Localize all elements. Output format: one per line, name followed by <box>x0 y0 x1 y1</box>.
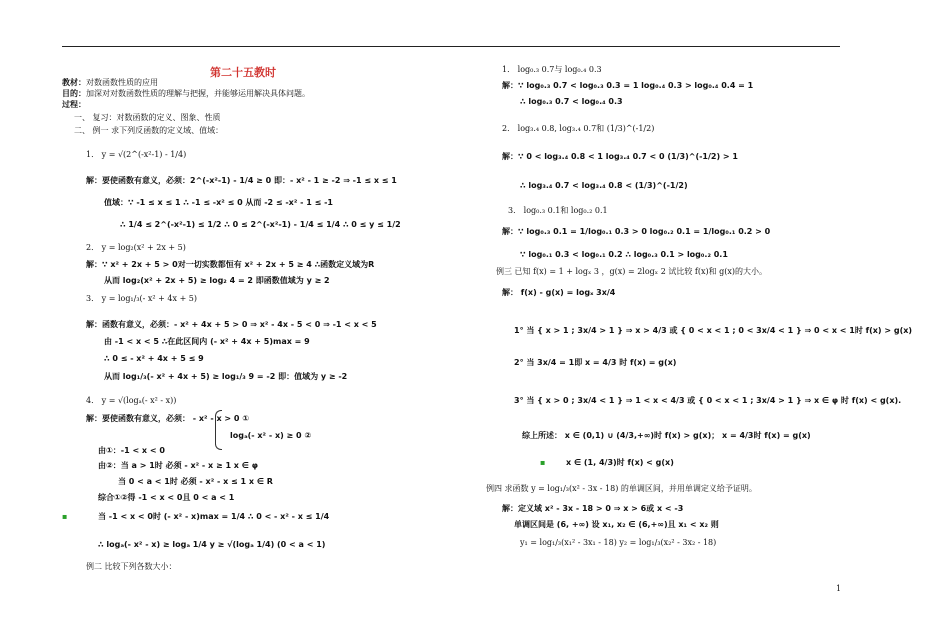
green-marker-dot: ▪ <box>62 512 68 521</box>
meta-line-material: 教材：对数函数性质的应用 <box>62 78 158 87</box>
header-rule <box>62 46 840 47</box>
meta-line-goal: 目的：加深对对数函数性质的理解与把握，并能够运用解决具体问题。 <box>62 89 310 98</box>
example4-solution-line-b: logₐ(- x² - x) ≥ 0 ② <box>230 431 312 440</box>
step-example-one: 二、 例一 求下列反函数的定义域、值域： <box>74 126 224 135</box>
example4-domain: 解：定义域 x² - 3x - 18 > 0 ⇒ x > 6或 x < -3 <box>502 504 684 513</box>
example4-solution-line-f: 综合①②得 -1 < x < 0且 0 < a < 1 <box>98 493 235 502</box>
example2-expression: 2． y = log₂(x² + 2x + 5) <box>86 243 186 252</box>
case-one: 1° 当 { x > 1 ; 3x/4 > 1 } ⇒ x > 4/3 或 { 0 < x < 1 ; 0 < 3x/4 < 1 } ⇒ 0 < x < 1时 f(x) > g(x) <box>514 326 913 335</box>
example3-difference: 解： f(x) - g(x) = logₓ 3x/4 <box>502 288 616 297</box>
example2-solution-line-a: 解：∵ x² + 2x + 5 > 0对一切实数都恒有 x² + 2x + 5 ≥ 4 ∴函数定义域为R <box>86 260 375 269</box>
summary-line-a: 综上所述： x ∈ (0,1) ∪ (4/3,+∞)时 f(x) > g(x)； x = 4/3时 f(x) = g(x) <box>522 431 811 440</box>
example4-solution-line-c: 由①：-1 < x < 0 <box>98 446 165 455</box>
case-three: 3° 当 { x > 0 ; 3x/4 < 1 } ⇒ 1 < x < 4/3 或 { 0 < x < 1 ; 3x/4 > 1 } ⇒ x ∈ φ 时 f(x) < g(x). <box>514 396 902 405</box>
example3-solution-line-c: ∴ 0 ≤ - x² + 4x + 5 ≤ 9 <box>104 354 204 363</box>
compare2-expression: 2． log₃.₄ 0.8, log₃.₄ 0.7和 (1/3)^(-1/2) <box>502 124 655 133</box>
example4-solution-line-d: 由②：当 a > 1时 必须 - x² - x ≥ 1 x ∈ φ <box>98 461 258 470</box>
example4-interval: 单调区间是 (6, +∞) 设 x₁, x₂ ∈ (6,+∞)且 x₁ < x₂ 则 <box>514 520 719 529</box>
compare3-solution-line-a: 解：∵ log₀.₃ 0.1 = 1/log₀.₁ 0.3 > 0 log₀.₂ 0.1 = 1/log₀.₁ 0.2 > 0 <box>502 227 771 236</box>
meta-line-process: 过程： <box>62 100 86 109</box>
example1-solution-line-a: 解：要使函数有意义，必须：2^(-x²-1) - 1/4 ≥ 0 即：- x² - 1 ≥ -2 ⇒ -1 ≤ x ≤ 1 <box>86 176 397 185</box>
example4-solution-line-h: ∴ logₐ(- x² - x) ≥ logₐ 1/4 y ≥ √(logₐ 1/4) (0 < a < 1) <box>98 540 326 549</box>
compare2-solution-line-b: ∴ log₃.₄ 0.7 < log₃.₄ 0.8 < (1/3)^(-1/2) <box>520 181 688 190</box>
step-review: 一、 复习：对数函数的定义、图象、性质 <box>74 113 221 122</box>
example1-solution-line-b: 值域：∵ -1 ≤ x ≤ 1 ∴ -1 ≤ -x² ≤ 0 从而 -2 ≤ -x² - 1 ≤ -1 <box>104 198 333 207</box>
compare1-solution-line-a: 解：∵ log₀.₃ 0.7 < log₀.₃ 0.3 = 1 log₀.₄ 0.3 > log₀.₄ 0.4 = 1 <box>502 81 754 90</box>
compare3-solution-line-b: ∵ log₀.₁ 0.3 < log₀.₁ 0.2 ∴ log₀.₃ 0.1 > log₀.₂ 0.1 <box>520 250 728 259</box>
example4-solution-line-g: 当 -1 < x < 0时 (- x² - x)max = 1/4 ∴ 0 < - x² - x ≤ 1/4 <box>98 512 330 521</box>
example3-solution-line-a: 解：函数有意义，必须：- x² + 4x + 5 > 0 ⇒ x² - 4x - 5 < 0 ⇒ -1 < x < 5 <box>86 320 377 329</box>
compare3-expression: 3． log₀.₃ 0.1和 log₀.₂ 0.1 <box>508 206 608 215</box>
example4-solution-line-e: 当 0 < a < 1时 必须 - x² - x ≤ 1 x ∈ R <box>118 477 273 486</box>
example-two-heading: 例二 比较下列各数大小： <box>86 562 177 571</box>
example4-heading: 例四 求函数 y = log₁/₃(x² - 3x - 18) 的单调区间，并用单调定义给予证明。 <box>486 484 757 493</box>
example2-solution-line-b: 从而 log₂(x² + 2x + 5) ≥ log₂ 4 = 2 即函数值域为 y ≥ 2 <box>104 276 330 285</box>
compare2-solution-line-a: 解：∵ 0 < log₃.₄ 0.8 < 1 log₃.₄ 0.7 < 0 (1/3)^(-1/2) > 1 <box>502 152 738 161</box>
example3-solution-line-d: 从而 log₁/₃(- x² + 4x + 5) ≥ log₁/₃ 9 = -2 即：值域为 y ≥ -2 <box>104 372 348 381</box>
example1-solution-line-c: ∴ 1/4 ≤ 2^(-x²-1) ≤ 1/2 ∴ 0 ≤ 2^(-x²-1) - 1/4 ≤ 1/4 ∴ 0 ≤ y ≤ 1/2 <box>120 220 401 229</box>
page-number: 1 <box>836 584 842 593</box>
green-marker-dot-right: ▪ <box>540 458 546 467</box>
system-brace <box>215 410 222 450</box>
example3-heading: 例三 已知 f(x) = 1 + logₓ 3 ，g(x) = 2logₓ 2 试比较 f(x)和 g(x)的大小。 <box>496 267 768 276</box>
page-title: 第二十五教时 <box>210 66 276 79</box>
example1-expression: 1． y = √(2^(-x²-1) - 1/4) <box>86 150 187 159</box>
example4-expression: 4． y = √(logₐ(- x² - x)) <box>86 396 177 405</box>
example3-expression: 3． y = log₁/₃(- x² + 4x + 5) <box>86 294 198 303</box>
compare1-solution-line-b: ∴ log₀.₃ 0.7 < log₀.₄ 0.3 <box>520 97 623 106</box>
example4-y-values: y₁ = log₁/₃(x₁² - 3x₁ - 18) y₂ = log₁/₃(x₂² - 3x₂ - 18) <box>520 538 717 547</box>
compare1-expression: 1． log₀.₃ 0.7与 log₀.₄ 0.3 <box>502 65 602 74</box>
case-two: 2° 当 3x/4 = 1即 x = 4/3 时 f(x) = g(x) <box>514 358 677 367</box>
example3-solution-line-b: 由 -1 < x < 5 ∴在此区间内 (- x² + 4x + 5)max = 9 <box>104 337 310 346</box>
summary-line-b: x ∈ (1, 4/3)时 f(x) < g(x) <box>566 458 674 467</box>
example4-solution-line-a: 解：要使函数有意义，必须： - x² - x > 0 ① <box>86 414 250 423</box>
